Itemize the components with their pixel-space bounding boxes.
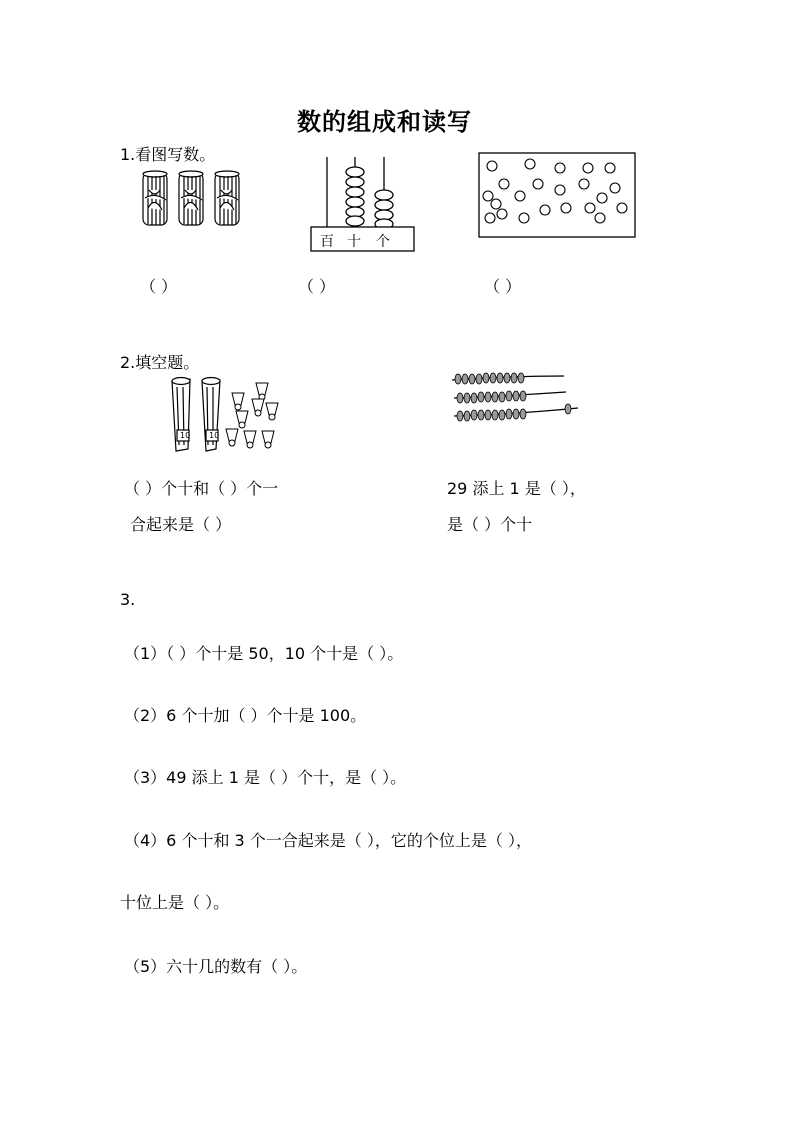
section1-heading: 1.看图写数。 [120, 145, 216, 164]
section3-heading: 3. [120, 590, 136, 609]
circles-box-illustration [478, 152, 636, 238]
bead-strings-illustration [448, 368, 583, 426]
section2-heading: 2.填空题。 [120, 353, 200, 372]
question-3[interactable]: （3）49 添上 1 是（ ）个十，是（ ）。 [124, 768, 407, 787]
question-5[interactable]: （5）六十几的数有（ ）。 [124, 957, 308, 976]
left-fill-line-1[interactable]: （ ）个十和（ ）个一 [124, 479, 279, 498]
question-4[interactable]: （4）6 个十和 3 个一合起来是（ ），它的个位上是（ ）， [124, 831, 532, 850]
question-1[interactable]: （1）（ ）个十是 50，10 个十是（ ）。 [124, 644, 404, 663]
left-fill-line-2[interactable]: 合起来是（ ） [130, 515, 232, 534]
right-fill-line-1[interactable]: 29 添上 1 是（ ）， [447, 479, 586, 498]
bundle-tag-right: 10 [209, 431, 220, 440]
abacus-label-tens: 十 [347, 234, 361, 250]
abacus-label-hundreds: 百 [320, 234, 334, 250]
right-fill-line-2[interactable]: 是（ ）个十 [447, 515, 533, 534]
page-title: 数的组成和读写 [297, 107, 472, 136]
answer-blank-sticks[interactable]: （ ） [140, 277, 178, 296]
question-4-continued[interactable]: 十位上是（ ）。 [120, 893, 230, 912]
bundle-tag-left: 10 [180, 431, 191, 440]
answer-blank-circles[interactable]: （ ） [484, 277, 522, 296]
shuttlecock-tubes-illustration [162, 375, 287, 455]
abacus-label-ones: 个 [376, 234, 390, 250]
stick-bundles-illustration [140, 168, 250, 230]
question-2[interactable]: （2）6 个十加（ ）个十是 100。 [124, 706, 367, 725]
answer-blank-abacus[interactable]: （ ） [298, 277, 336, 296]
